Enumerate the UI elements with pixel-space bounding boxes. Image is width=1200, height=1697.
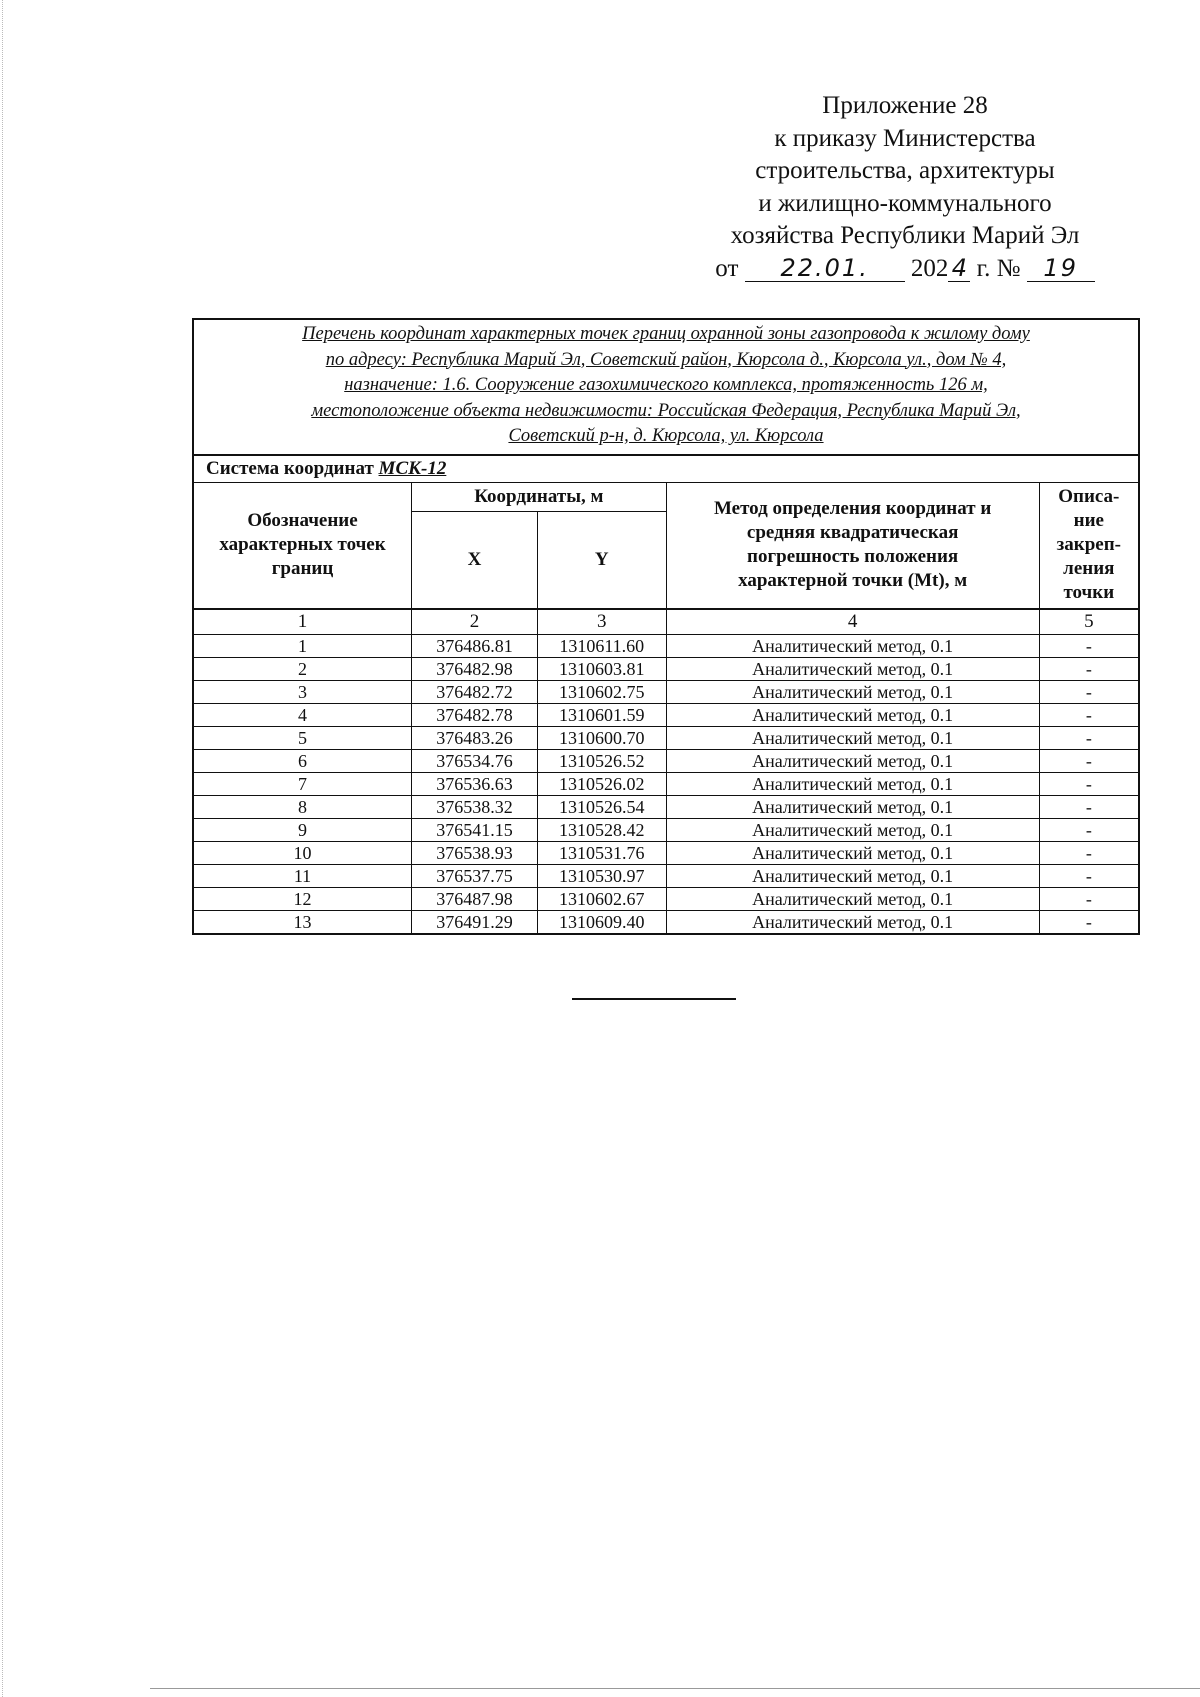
- handwritten-year-digit: 4: [948, 255, 970, 282]
- description-cell: -: [1039, 749, 1139, 772]
- point-cell: 6: [193, 749, 412, 772]
- x-cell: 376538.32: [412, 795, 538, 818]
- ministry-name-3: хозяйства Республики Марий Эл: [730, 222, 1080, 249]
- method-cell: Аналитический метод, 0.1: [666, 910, 1039, 934]
- table-row: [193, 703, 1139, 726]
- y-cell: 1310609.40: [537, 910, 666, 934]
- table-row: [193, 841, 1139, 864]
- header-text: точки: [1063, 582, 1115, 603]
- header-text: границ: [271, 558, 334, 579]
- point-cell: 1: [193, 634, 412, 657]
- description-cell: -: [1039, 910, 1139, 934]
- table-body: [193, 634, 1139, 934]
- x-cell: 376482.98: [412, 657, 538, 680]
- method-cell: Аналитический метод, 0.1: [666, 841, 1039, 864]
- column-number: 1: [193, 609, 412, 635]
- table-row: [193, 772, 1139, 795]
- coordinates-table: [192, 318, 1140, 935]
- column-number: 4: [666, 609, 1039, 635]
- header-text: Метод определения координат и: [713, 498, 992, 519]
- handwritten-order-number: 19: [1027, 255, 1095, 282]
- coordinate-system-label: Система координат: [206, 457, 374, 479]
- description-cell: -: [1039, 818, 1139, 841]
- method-cell: Аналитический метод, 0.1: [666, 703, 1039, 726]
- point-cell: 2: [193, 657, 412, 680]
- header-text: погрешность положения: [747, 546, 959, 567]
- description-cell: -: [1039, 703, 1139, 726]
- description-cell: -: [1039, 864, 1139, 887]
- y-cell: 1310526.54: [537, 795, 666, 818]
- method-cell: Аналитический метод, 0.1: [666, 795, 1039, 818]
- point-cell: 13: [193, 910, 412, 934]
- y-cell: 1310530.97: [537, 864, 666, 887]
- x-cell: 376487.98: [412, 887, 538, 910]
- header-designation: [193, 482, 412, 609]
- title-line: Перечень координат характерных точек границ охранной зоны газопровода к жилому дому: [302, 324, 1030, 344]
- title-line: Советский р-н, д. Кюрсола, ул. Кюрсола: [508, 426, 824, 446]
- column-number: 2: [412, 609, 538, 635]
- title-line: местоположение объекта недвижимости: Российская Федерация, Республика Марий Эл,: [311, 400, 1021, 421]
- column-numbers-row: [193, 609, 1139, 635]
- x-cell: 376482.72: [412, 680, 538, 703]
- method-cell: Аналитический метод, 0.1: [666, 818, 1039, 841]
- description-cell: -: [1039, 726, 1139, 749]
- title-line: по адресу: Республика Марий Эл, Советский район, Кюрсола д., Кюрсола ул., дом № 4,: [325, 349, 1007, 370]
- description-cell: -: [1039, 634, 1139, 657]
- point-cell: 4: [193, 703, 412, 726]
- order-reference: к приказу Министерства: [774, 124, 1036, 152]
- number-label: г. №: [976, 254, 1021, 282]
- header-text: характерной точки (Mt), м: [738, 570, 968, 591]
- x-cell: 376536.63: [412, 772, 538, 795]
- header-x: X: [412, 511, 538, 609]
- table-row: [193, 680, 1139, 703]
- table-row: [193, 818, 1139, 841]
- description-cell: -: [1039, 772, 1139, 795]
- point-cell: 8: [193, 795, 412, 818]
- y-cell: 1310531.76: [537, 841, 666, 864]
- table-row: [193, 749, 1139, 772]
- description-cell: -: [1039, 795, 1139, 818]
- year-prefix: 202: [910, 254, 949, 282]
- method-cell: Аналитический метод, 0.1: [666, 680, 1039, 703]
- method-cell: Аналитический метод, 0.1: [666, 772, 1039, 795]
- y-cell: 1310602.75: [537, 680, 666, 703]
- ministry-name-2: и жилищно-коммунального: [758, 189, 1052, 217]
- x-cell: 376537.75: [412, 864, 538, 887]
- coordinate-system-name: МСК-12: [378, 457, 447, 479]
- ministry-name-1: строительства, архитектуры: [755, 157, 1055, 184]
- handwritten-date: 22.01.: [745, 255, 905, 282]
- y-cell: 1310611.60: [537, 634, 666, 657]
- x-cell: 376486.81: [412, 634, 538, 657]
- description-cell: -: [1039, 841, 1139, 864]
- header-coordinates: Координаты, м: [412, 482, 667, 511]
- x-cell: 376534.76: [412, 749, 538, 772]
- y-cell: 1310526.52: [537, 749, 666, 772]
- method-cell: Аналитический метод, 0.1: [666, 657, 1039, 680]
- column-number: 5: [1039, 609, 1139, 635]
- header-description: [1039, 482, 1139, 609]
- table-row: [193, 634, 1139, 657]
- table-row: [193, 864, 1139, 887]
- from-label: от: [715, 254, 739, 282]
- approval-block: [690, 90, 1120, 285]
- header-text: средняя квадратическая: [746, 522, 959, 543]
- table-row: [193, 910, 1139, 934]
- point-cell: 10: [193, 841, 412, 864]
- scan-edge-left: [2, 0, 3, 1697]
- header-y: Y: [537, 511, 666, 609]
- point-cell: 11: [193, 864, 412, 887]
- x-cell: 376483.26: [412, 726, 538, 749]
- x-cell: 376538.93: [412, 841, 538, 864]
- method-cell: Аналитический метод, 0.1: [666, 864, 1039, 887]
- y-cell: 1310600.70: [537, 726, 666, 749]
- method-cell: Аналитический метод, 0.1: [666, 887, 1039, 910]
- y-cell: 1310603.81: [537, 657, 666, 680]
- method-cell: Аналитический метод, 0.1: [666, 749, 1039, 772]
- y-cell: 1310528.42: [537, 818, 666, 841]
- point-cell: 5: [193, 726, 412, 749]
- x-cell: 376541.15: [412, 818, 538, 841]
- order-date-line: [690, 253, 1120, 286]
- table-title: [193, 319, 1139, 455]
- table-row: [193, 657, 1139, 680]
- header-text: ние: [1073, 510, 1104, 531]
- header-text: закреп-: [1056, 534, 1121, 555]
- point-cell: 3: [193, 680, 412, 703]
- y-cell: 1310526.02: [537, 772, 666, 795]
- method-cell: Аналитический метод, 0.1: [666, 726, 1039, 749]
- scan-edge-bottom: [150, 1688, 1200, 1689]
- description-cell: -: [1039, 680, 1139, 703]
- point-cell: 12: [193, 887, 412, 910]
- header-method: [666, 482, 1039, 609]
- point-cell: 9: [193, 818, 412, 841]
- description-cell: -: [1039, 657, 1139, 680]
- table-row: [193, 887, 1139, 910]
- point-cell: 7: [193, 772, 412, 795]
- method-cell: Аналитический метод, 0.1: [666, 634, 1039, 657]
- table-row: [193, 726, 1139, 749]
- end-of-document-rule: [572, 998, 736, 1000]
- y-cell: 1310601.59: [537, 703, 666, 726]
- title-line: назначение: 1.6. Сооружение газохимического комплекса, протяженность 126 м,: [344, 375, 988, 395]
- coordinate-system-row: [193, 455, 1139, 483]
- header-text: Описа-: [1058, 486, 1120, 507]
- x-cell: 376491.29: [412, 910, 538, 934]
- header-text: Обозначение: [247, 510, 358, 531]
- y-cell: 1310602.67: [537, 887, 666, 910]
- appendix-number: Приложение 28: [822, 92, 988, 119]
- header-text: ления: [1063, 558, 1115, 579]
- description-cell: -: [1039, 887, 1139, 910]
- column-number: 3: [537, 609, 666, 635]
- table-row: [193, 795, 1139, 818]
- header-text: характерных точек: [219, 534, 386, 555]
- x-cell: 376482.78: [412, 703, 538, 726]
